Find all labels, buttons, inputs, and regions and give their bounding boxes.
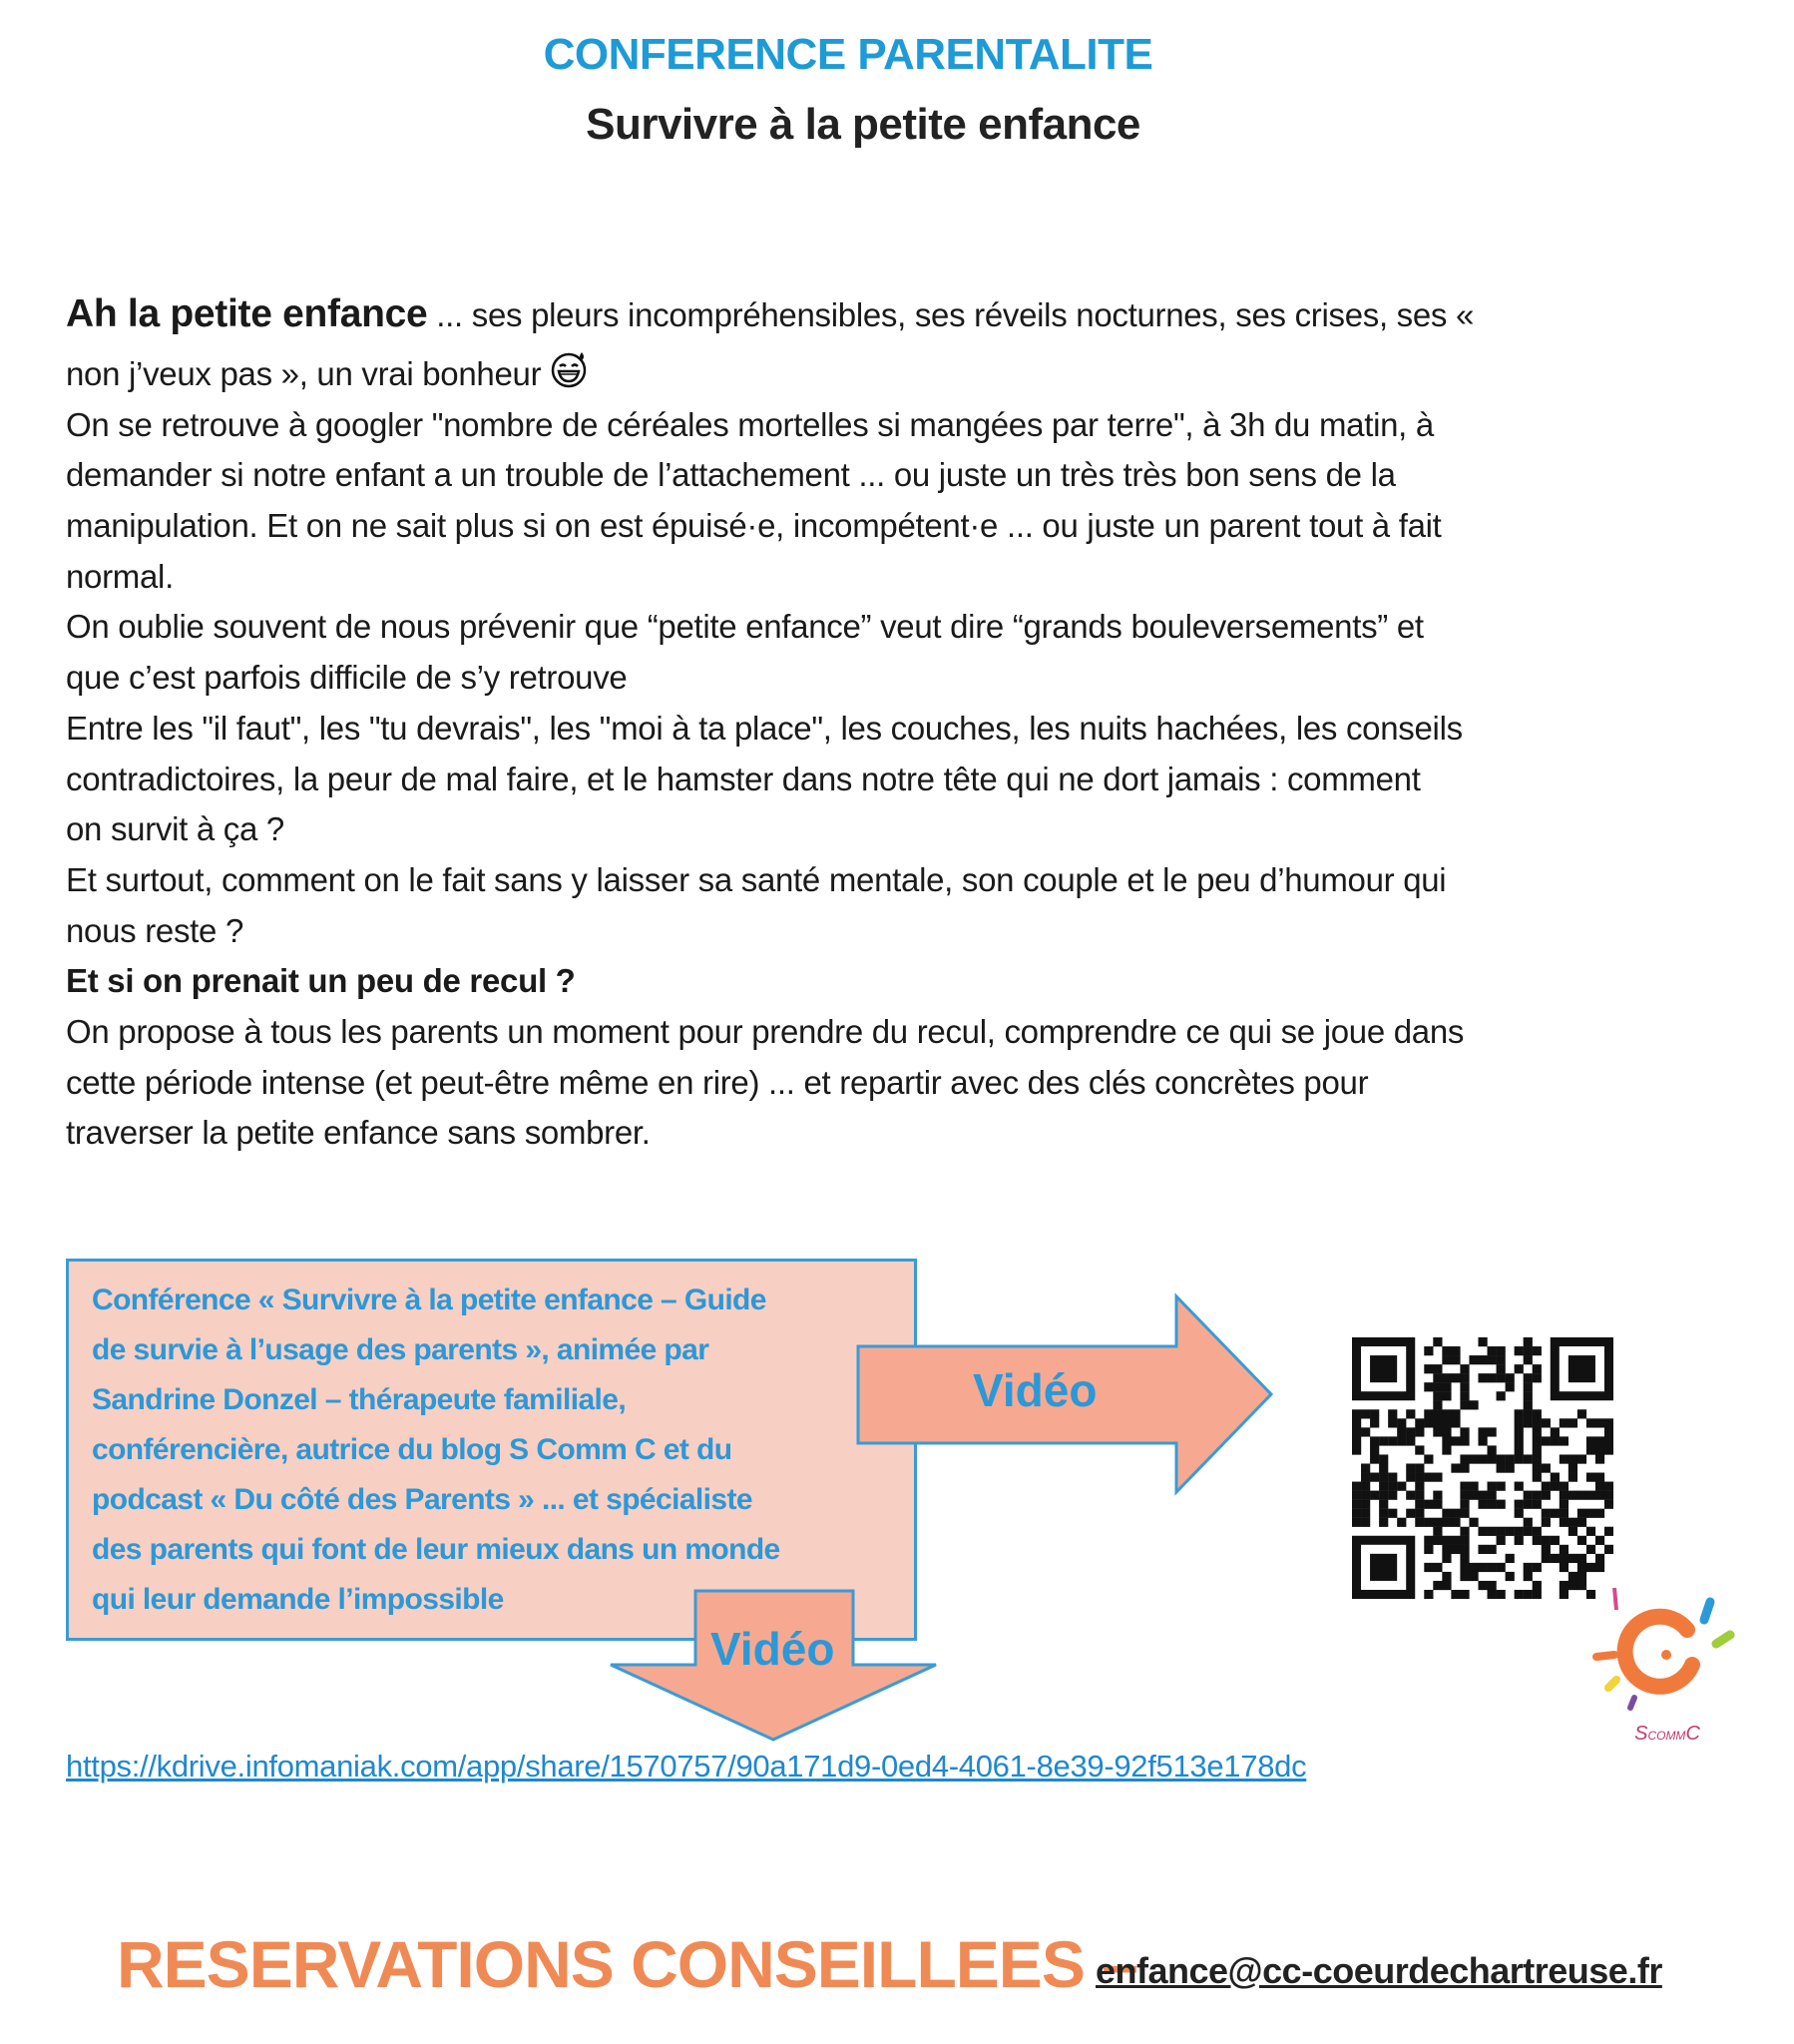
qr-code[interactable]: [1352, 1337, 1613, 1604]
document-title: CONFERENCE PARENTALITE: [543, 30, 1153, 79]
body-line: traverser la petite enfance sans sombrer.: [66, 1114, 651, 1152]
video-right-label: Vidéo: [973, 1364, 1098, 1416]
body-line: nous reste ?: [66, 911, 244, 949]
body-line: cette période intense (et peut-être même en rire) ... et repartir avec des clés concrètes pour: [66, 1063, 1369, 1101]
info-box-line: Sandrine Donzel – thérapeute familiale,: [92, 1383, 627, 1416]
video-link[interactable]: https://kdrive.infomaniak.com/app/share/1570757/90a171d9-0ed4-4061-8e39-92f513e178dc: [66, 1749, 1307, 1784]
body-line: manipulation. Et on ne sait plus si on est épuisé·e, incompétent·e ... ou juste un parent tout à fait: [66, 507, 1442, 545]
document-subtitle: Survivre à la petite enfance: [586, 100, 1140, 149]
body-line: Entre les "il faut", les "tu devrais", les "moi à ta place", les couches, les nuits hachées, les conseils: [66, 709, 1463, 747]
body-line: que c’est parfois difficile de s’y retrouve: [66, 659, 628, 697]
body-line: contradictoires, la peur de mal faire, et le hamster dans notre tête qui ne dort jamais : comment: [66, 760, 1421, 797]
info-box-line: podcast « Du côté des Parents » ... et spécialiste: [92, 1483, 752, 1516]
body-line: Et surtout, comment on le fait sans y laisser sa santé mentale, son couple et le peu d’humour qui: [66, 860, 1447, 898]
scommc-logo: [1592, 1580, 1742, 1755]
email-link[interactable]: enfance@cc-coeurdechartreuse.fr: [1096, 1950, 1662, 1991]
video-down-label: Vidéo: [710, 1623, 835, 1675]
bold-question: Et si on prenait un peu de recul ?: [66, 962, 576, 1000]
info-box-line: qui leur demande l’impossible: [92, 1583, 504, 1616]
info-box-line: conférencière, autrice du blog S Comm C et du: [92, 1433, 732, 1466]
lead-text: Ah la petite enfance: [66, 292, 428, 335]
body-line: On se retrouve à googler "nombre de céréales mortelles si mangées par terre", à 3h du matin, à: [66, 405, 1434, 443]
body-line-text: non j’veux pas », un vrai bonheur: [66, 355, 542, 393]
body-line: On propose à tous les parents un moment pour prendre du recul, comprendre ce qui se joue dans: [66, 1012, 1465, 1050]
info-box-line: de survie à l’usage des parents », animée par: [92, 1333, 709, 1366]
info-box-line: Conférence « Survivre à la petite enfance – Guide: [92, 1283, 766, 1316]
body-line: demander si notre enfant a un trouble de l’attachement ... ou juste un très très bon sens de la: [66, 456, 1396, 494]
body-line-text: ... ses pleurs incompréhensibles, ses réveils nocturnes, ses crises, ses «: [427, 296, 1475, 333]
logo-text: SCOMMC: [1634, 1723, 1700, 1745]
reservations-heading: RESERVATIONS CONSEILLEES –: [117, 1927, 1137, 2001]
body-line: On oublie souvent de nous prévenir que “petite enfance” veut dire “grands bouleversements” et: [66, 608, 1424, 646]
info-box-line: des parents qui font de leur mieux dans un monde: [92, 1533, 780, 1566]
body-line: on survit à ça ?: [66, 810, 284, 848]
body-line: normal.: [66, 557, 174, 595]
